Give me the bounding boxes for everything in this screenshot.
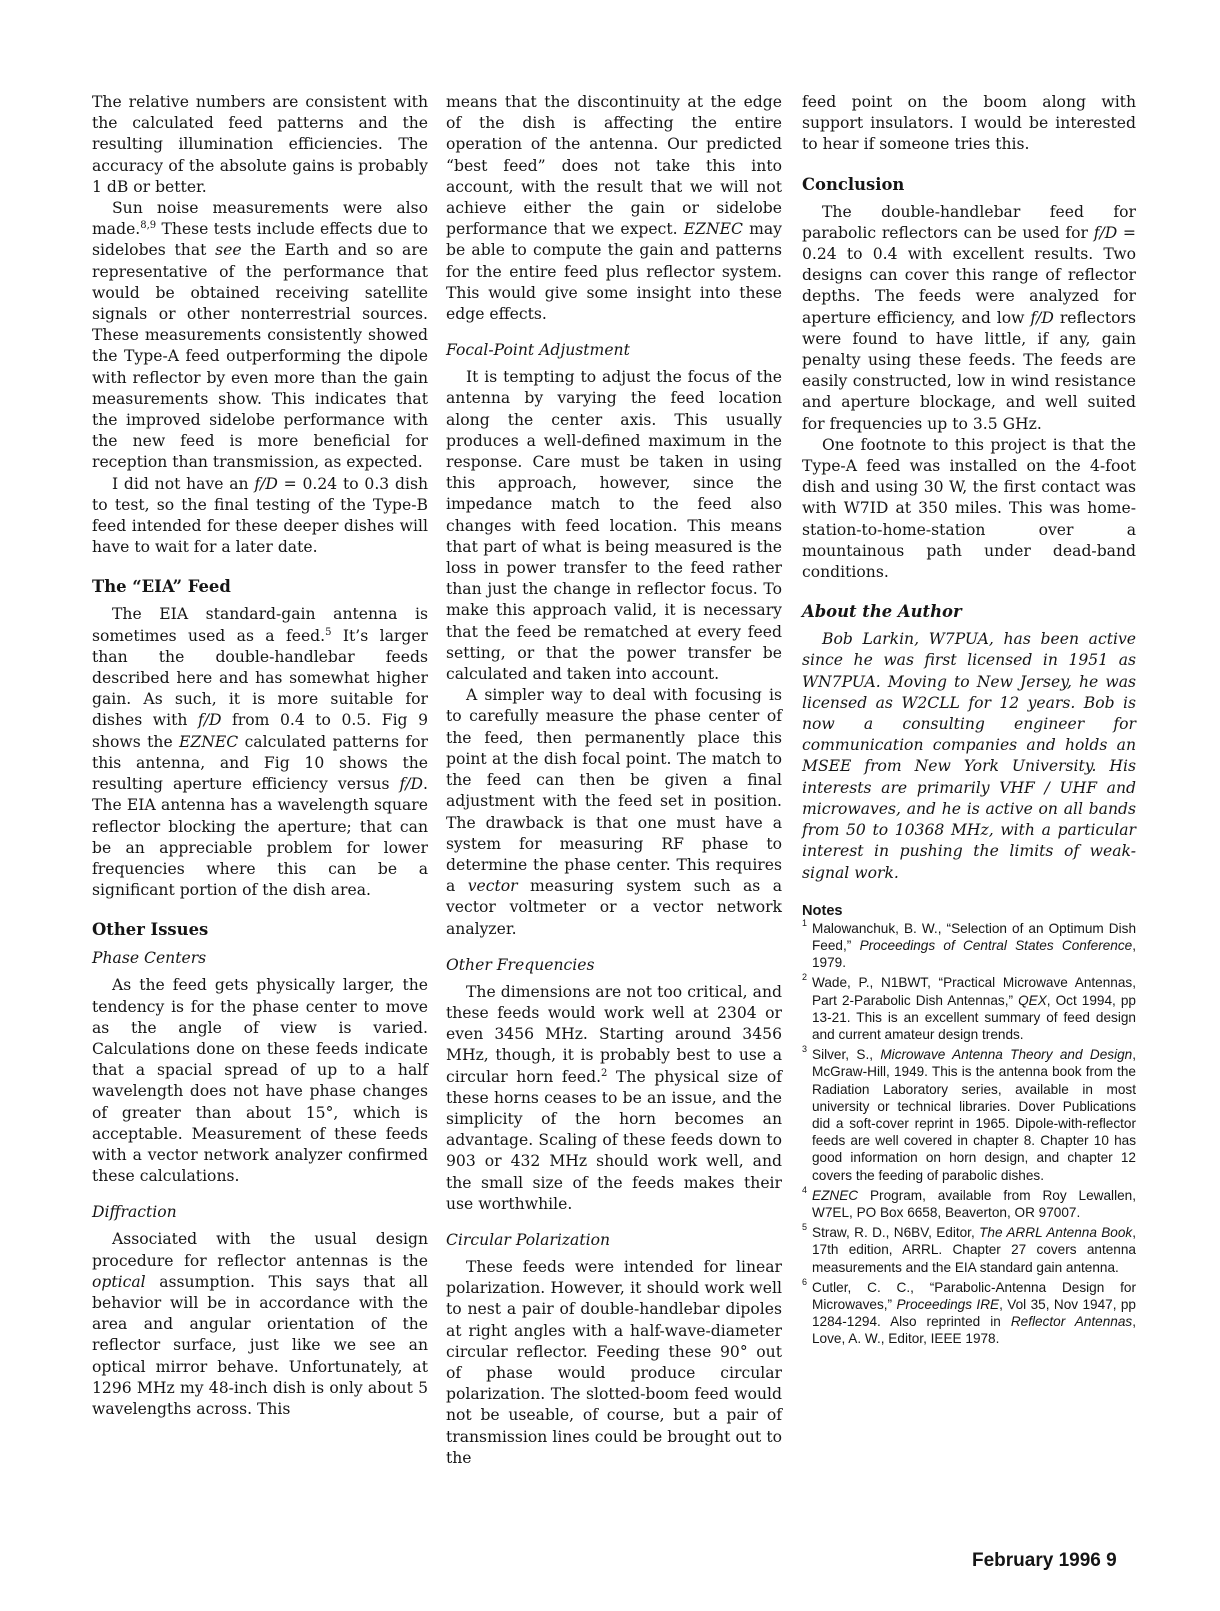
subheading-other-frequencies: Other Frequencies xyxy=(446,955,595,974)
column-3 xyxy=(802,92,1136,1351)
section-heading-conclusion: Conclusion xyxy=(802,174,905,194)
emphasis: f/D xyxy=(1030,308,1054,327)
text: Sun noise measurements were also made. xyxy=(92,199,428,239)
author-bio xyxy=(802,629,1136,883)
note-number: 3 xyxy=(802,1044,808,1055)
paragraph xyxy=(92,1229,428,1420)
column-2 xyxy=(446,92,782,1469)
note-item xyxy=(802,1276,1136,1348)
text: Bob Larkin, W7PUA, has been active since he was first licensed in 1951 as WN7PUA. Moving to New Jersey, he was licensed as W2CLL for 12 years. Bob is now a consulting engineer for communication companies and holds an MSEE from New York University. His interests are primarily VHF / UHF and microwaves, and he is active on all bands from 50 to 10368 MHz, with a particular interest in pushing the limits of weak-signal work. xyxy=(802,630,1136,882)
note-title: EZNEC xyxy=(812,1187,859,1203)
note-number: 1 xyxy=(802,917,808,928)
note-title: Proceedings of Central States Conference xyxy=(859,937,1133,953)
text: The physical size of these horns ceases to be an issue, and the simplicity of the horn becomes an advantage. Scaling of these feeds down to 903 or 432 MHz should work well, and the small size of the feeds makes their use worthwhile. xyxy=(446,1067,782,1213)
text: = 0.24 to 0.4 with excellent results. Two designs can cover this range of reflector depths. The feeds were analyzed for aperture efficiency, and low xyxy=(802,223,1136,327)
note-number: 2 xyxy=(802,972,808,983)
note-number: 4 xyxy=(802,1184,808,1195)
emphasis: f/D xyxy=(197,711,222,730)
note-title: QEX xyxy=(1018,992,1047,1008)
note-number: 5 xyxy=(802,1222,808,1233)
emphasis: f/D xyxy=(1093,223,1118,242)
paragraph xyxy=(92,975,428,1187)
footnote-ref: 2 xyxy=(601,1067,608,1079)
text: the Earth and so are representative of the performance that would be obtained receiving satellite signals or other nonterrestrial sources. These measurements consistently showed the Type-A feed outperforming the dipole with reflector by even more than the gain measurements show. This indicates that the improved sidelobe performance with the new feed is more beneficial for reception than transmission, as expected. xyxy=(92,241,429,472)
text: One footnote to this project is that the Type-A feed was installed on the 4-foot dish and using 30 W, the first contact was with W7ID at 350 miles. This was home-station-to-home-station over a mountainous path under dead-band conditions. xyxy=(802,435,1136,582)
paragraph xyxy=(802,435,1136,583)
text: The dimensions are not too critical, and these feeds would work well at 2304 or even 3456 MHz. Starting around 3456 MHz, though, it is probably best to use a circular horn feed. xyxy=(446,982,782,1086)
paragraph xyxy=(446,92,782,325)
paragraph xyxy=(802,202,1136,435)
text: It’s larger than the double-handlebar feeds described here and has somewhat higher gain. As such, it is more suitable for dishes with xyxy=(92,626,428,730)
note-title: Microwave Antenna Theory and Design xyxy=(880,1047,1133,1063)
paragraph xyxy=(92,474,428,559)
footnote-ref: 8,9 xyxy=(140,220,157,232)
note-text: , 1979. xyxy=(812,937,1136,971)
emphasis: f/D xyxy=(254,474,278,493)
note-text: Silver, S., xyxy=(812,1047,881,1063)
note-item xyxy=(802,1046,1136,1184)
section-heading-about-author: About the Author xyxy=(802,602,962,622)
text: The double-handlebar feed for parabolic reflectors can be used for xyxy=(802,202,1136,242)
paragraph xyxy=(446,982,782,1215)
text: The EIA standard-gain antenna is sometimes used as a feed. xyxy=(92,605,428,645)
note-text: Malowanchuk, B. W., “Selection of an Optimum Dish Feed,” xyxy=(812,920,1136,953)
paragraph xyxy=(92,604,428,901)
emphasis: f/D xyxy=(399,775,424,794)
text: These tests include effects due to sidelobes that xyxy=(92,220,428,260)
text: = 0.24 to 0.3 dish to test, so the final testing of the Type-B feed intended for these deeper dishes will have to wait for a later date. xyxy=(92,474,429,557)
text: It is tempting to adjust the focus of the antenna by varying the feed location along the center axis. This usually produces a well-defined maximum in the response. Care must be taken in using this approach, however, since the impedance match to the feed also changes with feed location. This means that part of what is being measured is the loss in power transfer to the feed rather than just the change in reflector focus. To make this approach valid, it is necessary that the feed be rematched at every feed setting, or that the power transfer be calculated and taken into account. xyxy=(446,368,782,684)
text: reflectors were found to have little, if any, gain penalty using these feeds. The feeds are easily constructed, low in wind resistance and aperture blockage, and well suited for frequencies up to 3.5 GHz. xyxy=(802,308,1136,433)
section-heading-other-issues: Other Issues xyxy=(92,920,209,940)
note-number: 6 xyxy=(802,1276,808,1287)
paragraph xyxy=(92,92,428,198)
text: Associated with the usual design procedure for reflector antennas is the xyxy=(92,1230,428,1270)
paragraph xyxy=(446,685,782,939)
note-text: , Vol 35, Nov 1947, pp 1284-1294. Also reprinted in xyxy=(812,1296,1136,1330)
text: calculated patterns for this antenna, and Fig 10 shows the resulting aperture efficiency versus xyxy=(92,732,428,794)
footnote-ref: 5 xyxy=(325,626,332,638)
note-title: The ARRL Antenna Book xyxy=(979,1225,1133,1241)
paragraph xyxy=(92,198,428,474)
note-text: Cutler, C. C., “Parabolic-Antenna Design for Microwaves,” xyxy=(812,1279,1136,1312)
column-1 xyxy=(92,92,428,1420)
emphasis: EZNEC xyxy=(179,732,239,751)
subheading-circular-polarization: Circular Polarization xyxy=(446,1230,611,1249)
note-text: , Love, A. W., Editor, IEEE 1978. xyxy=(812,1314,1136,1347)
paragraph xyxy=(802,629,1136,883)
text: from 0.4 to 0.5. Fig 9 shows the xyxy=(92,711,428,751)
emphasis: EZNEC xyxy=(683,220,743,239)
notes-heading: Notes xyxy=(802,902,843,919)
subheading-diffraction: Diffraction xyxy=(92,1203,177,1222)
text: assumption. This says that all behavior will be in accordance with the area and angular orientation of the reflector surface, just like we see an optical mirror behave. Unfortunately, at 1296 MHz my 48-inch dish is only about 5 wavelengths across. This xyxy=(92,1272,428,1418)
text: means that the discontinuity at the edge of the dish is affecting the entire operation of the antenna. Our predicted “best feed” does not take this into account, with the result that we will not achieve either the gain or sidelobe performance that we expect. xyxy=(446,93,782,239)
text: As the feed gets physically larger, the tendency is for the phase center to move as the angle of view is varied. Calculations done on these feeds indicate that a spacial spread of up to a half wavelength does not have phase changes of greater than about 15°, which is acceptable. Measurement of these feeds with a vector network analyzer confirmed these calculations. xyxy=(92,976,428,1186)
note-text: , 17th edition, ARRL. Chapter 27 covers antenna measurements and the EIA standard gain antenna. xyxy=(812,1225,1136,1275)
text: I did not have an xyxy=(112,474,255,493)
section-heading-eia-feed: The “EIA” Feed xyxy=(92,577,231,597)
text: The relative numbers are consistent with the calculated feed patterns and the resulting illumination efficiencies. The accuracy of the absolute gains is probably 1 dB or better. xyxy=(92,93,428,196)
text: . The EIA antenna has a wavelength square reflector blocking the aperture; that can be an appreciable problem for lower frequencies where this can be a significant portion of the dish area. xyxy=(92,775,428,900)
note-text: , McGraw-Hill, 1949. This is the antenna book from the Radiation Laboratory series, available in most university or technical libraries. Dover Publications did a soft-cover reprint in 1965. Dipole-with-reflector feeds are well covered in chapter 8. Chapter 10 has good information on horn design, and chapter 12 covers the feeding of parabolic dishes. xyxy=(812,1047,1136,1183)
text: measuring system such as a vector voltmeter or a vector network analyzer. xyxy=(446,877,782,938)
text: These feeds were intended for linear polarization. However, it should work well to nest a pair of double-handlebar dipoles at right angles with a half-wave-diameter circular reflector. Feeding these 90° out of phase would produce circular polarization. The slotted-boom feed would not be useable, of course, but a pair of transmission lines could be brought out to the xyxy=(446,1257,782,1467)
subheading-phase-centers: Phase Centers xyxy=(92,949,207,968)
emphasis: see xyxy=(215,241,242,260)
note-title: Proceedings IRE xyxy=(896,1296,1000,1312)
note-text: Straw, R. D., N6BV, Editor, xyxy=(812,1225,980,1241)
note-text: Wade, P., N1BWT, “Practical Microwave Antennas, Part 2-Parabolic Dish Antennas,” xyxy=(812,975,1136,1008)
note-item xyxy=(802,1224,1136,1276)
emphasis: vector xyxy=(467,877,518,896)
subheading-focal-point-adjustment: Focal-Point Adjustment xyxy=(446,341,630,360)
note-title: Reflector Antennas xyxy=(1010,1314,1133,1330)
text: A simpler way to deal with focusing is to carefully measure the phase center of the feed, then permanently place this point at the dish focal point. The match to the feed can then be given a final adjustment with the feed set in position. The drawback is that one must have a system for measuring RF phase to determine the phase center. This requires a xyxy=(446,686,782,896)
paragraph xyxy=(446,367,782,685)
text: feed point on the boom along with support insulators. I would be interested to hear if someone tries this. xyxy=(802,93,1136,154)
paragraph xyxy=(802,92,1136,156)
notes-list xyxy=(802,917,1136,1348)
note-text: Program, available from Roy Lewallen, W7EL, PO Box 6658, Beaverton, OR 97007. xyxy=(812,1187,1136,1220)
note-text: , Oct 1994, pp 13-21. This is an excellent summary of feed design and current amateur design trends. xyxy=(812,992,1136,1042)
paragraph xyxy=(446,1257,782,1469)
note-item xyxy=(802,974,1136,1043)
note-item xyxy=(802,917,1136,972)
note-item xyxy=(802,1184,1136,1221)
emphasis: optical xyxy=(92,1272,146,1291)
text: may be able to compute the gain and patterns for the entire feed plus reflector system. This would give some insight into these edge effects. xyxy=(446,220,782,324)
page-footer: February 1996 9 xyxy=(972,1550,1117,1571)
